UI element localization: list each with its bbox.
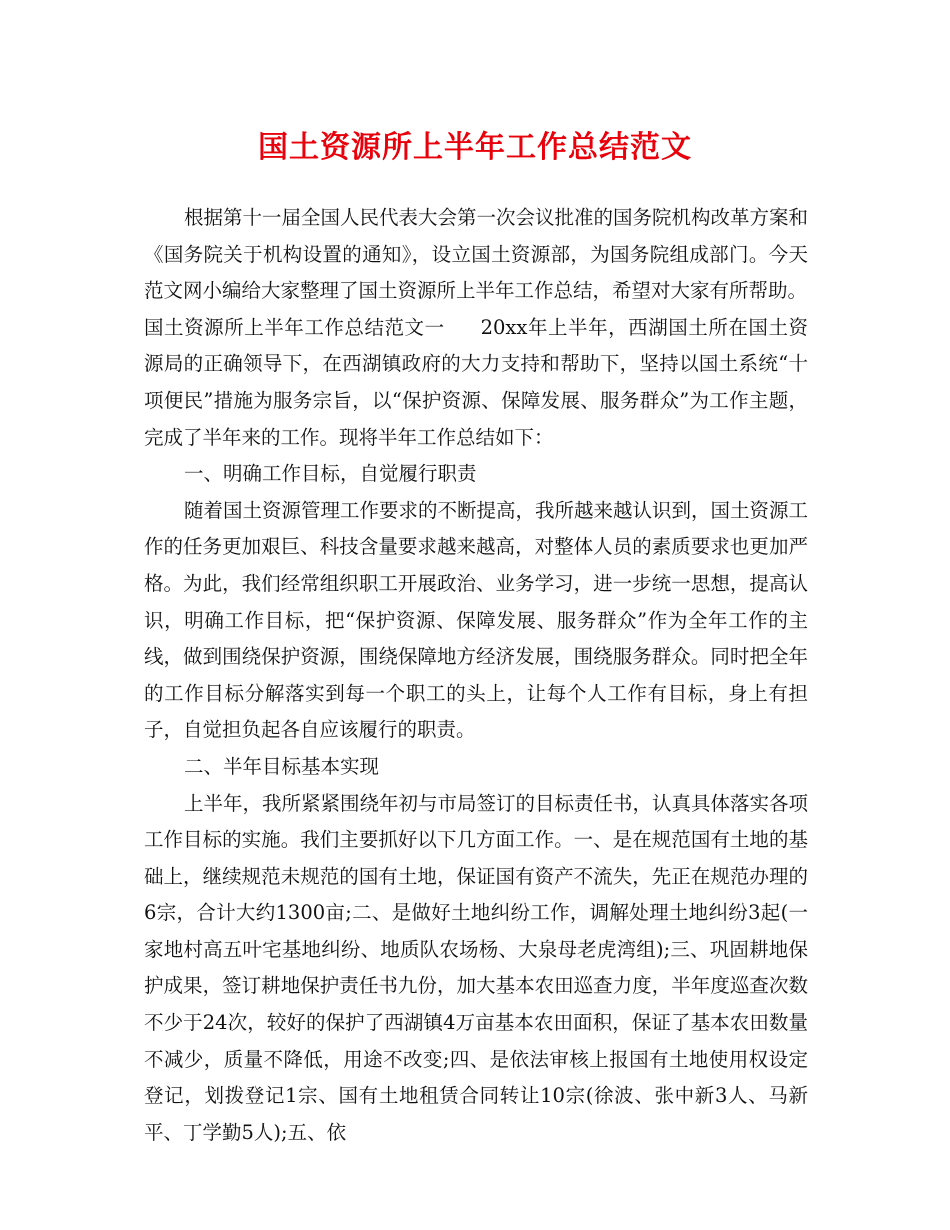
document-body [144, 200, 808, 1151]
opening-text: 20xx年上半年，西湖国土所在国土资源局的正确领导下，在西湖镇政府的大力支持和帮助下，坚持以国土系统“十项便民”措施为服务宗旨，以“保护资源、保障发展、服务群众”为工作主题，完成了半年来的工作。现将半年工作总结如下： [144, 315, 808, 449]
document-title: 国土资源所上半年工作总结范文 [258, 130, 692, 165]
section-body-2: 上半年，我所紧紧围绕年初与市局签订的目标责任书，认真具体落实各项工作目标的实施。我们主要抓好以下几方面工作。一、是在规范国有土地的基础上，继续规范未规范的国有土地，保证国有资产不流失，先正在规范办理的6宗，合计大约1300亩;二、是做好土地纠纷工作，调解处理土地纠纷3起(一家地村高五叶宅基地纠纷、地质队农场杨、大泉母老虎湾组);三、巩固耕地保护成果，签订耕地保护责任书九份，加大基本农田巡查力度，半年度巡查次数不少于24次，较好的保护了西湖镇4万亩基本农田面积，保证了基本农田数量不减少，质量不降低，用途不改变;四、是依法审核上报国有土地使用权设定登记，划拨登记1宗、国有土地租赁合同转让10宗(徐波、张中新3人、马新平、丁学勤5人);五、依 [144, 791, 809, 1144]
section-heading-1: 一、明确工作目标，自觉履行职责 [184, 462, 477, 486]
section-heading-2: 二、半年目标基本实现 [184, 754, 380, 778]
opening-paragraph [144, 310, 808, 456]
intro-paragraph: 根据第十一届全国人民代表大会第一次会议批准的国务院机构改革方案和《国务院关于机构设置的通知》，设立国土资源部，为国务院组成部门。今天范文网小编给大家整理了国土资源所上半年工作总结，希望对大家有所帮助。 [144, 206, 809, 303]
section-body-1: 随着国土资源管理工作要求的不断提高，我所越来越认识到，国土资源工作的任务更加艰巨、科技含量要求越来越高，对整体人员的素质要求也更加严格。为此，我们经常组织职工开展政治、业务学习，进一步统一思想，提高认识，明确工作目标，把“保护资源、保障发展、服务群众”作为全年工作的主线，做到围绕保护资源，围绕保障地方经济发展，围绕服务群众。同时把全年的工作目标分解落实到每一个职工的头上，让每个人工作有目标，身上有担子，自觉担负起各自应该履行的职责。 [144, 498, 809, 742]
subtitle-label: 国土资源所上半年工作总结范文一 [144, 315, 445, 339]
